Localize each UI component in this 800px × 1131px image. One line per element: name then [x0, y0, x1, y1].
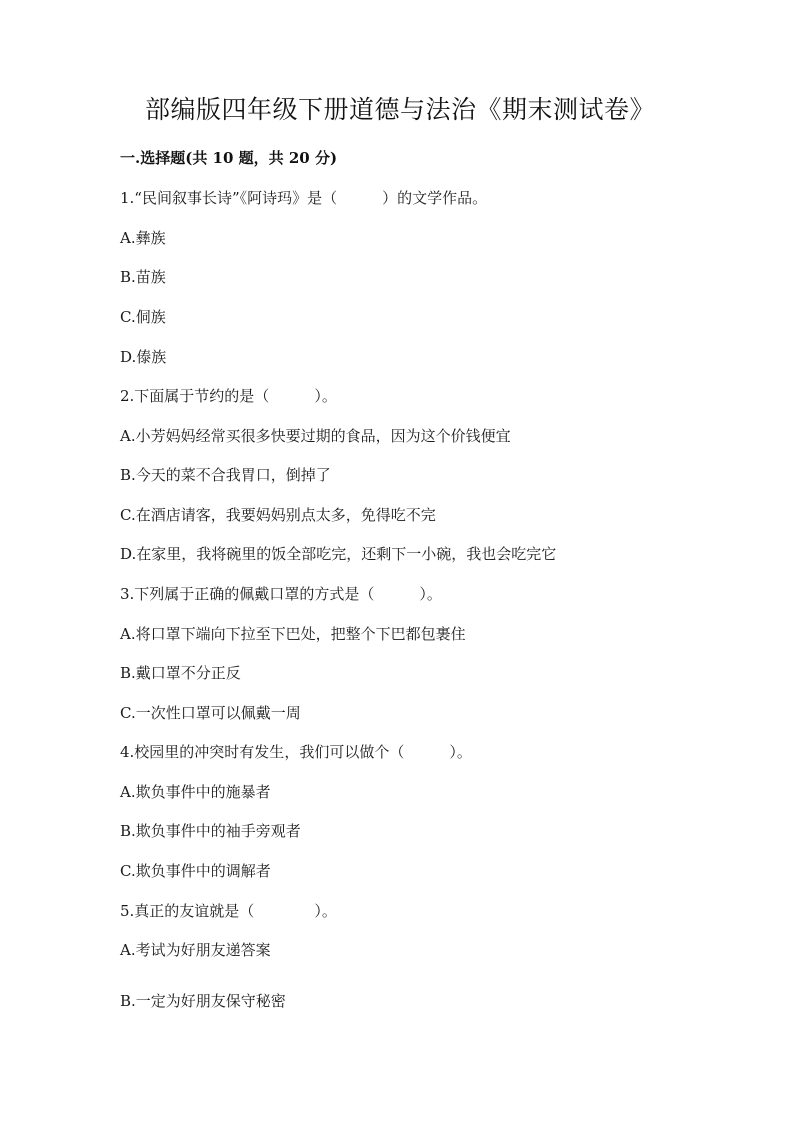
section-heading: 一.选择题(共 10 题，共 20 分) [120, 149, 338, 167]
question-2-option-d: D.在家里，我将碗里的饭全部吃完，还剩下一小碗，我也会吃完它 [120, 545, 557, 563]
question-4-option-b: B.欺负事件中的袖手旁观者 [120, 822, 301, 840]
question-1-option-c: C.侗族 [120, 308, 166, 326]
question-3-option-a: A.将口罩下端向下拉至下巴处，把整个下巴都包裹住 [120, 625, 466, 643]
question-3: 3.下列属于正确的佩戴口罩的方式是（ ）。 [120, 585, 442, 603]
question-1-option-b: B.苗族 [120, 268, 166, 286]
question-5: 5.真正的友谊就是（ ）。 [120, 902, 337, 920]
question-4-option-a: A.欺负事件中的施暴者 [120, 783, 271, 801]
question-5-option-b: B.一定为好朋友保守秘密 [120, 992, 286, 1010]
question-2-option-a: A.小芳妈妈经常买很多快要过期的食品，因为这个价钱便宜 [120, 427, 511, 445]
question-4-option-c: C.欺负事件中的调解者 [120, 862, 271, 880]
question-2: 2.下面属于节约的是（ ）。 [120, 387, 337, 405]
question-1-option-a: A.彝族 [120, 229, 166, 247]
question-3-option-b: B.戴口罩不分正反 [120, 664, 241, 682]
page-title: 部编版四年级下册道德与法治《期末测试卷》 [144, 95, 655, 124]
question-4: 4.校园里的冲突时有发生，我们可以做个（ ）。 [120, 743, 472, 761]
question-5-option-a: A.考试为好朋友递答案 [120, 941, 271, 959]
question-2-option-c: C.在酒店请客，我要妈妈别点太多，免得吃不完 [120, 506, 436, 524]
question-3-option-c: C.一次性口罩可以佩戴一周 [120, 704, 301, 722]
question-2-option-b: B.今天的菜不合我胃口，倒掉了 [120, 466, 331, 484]
question-1-option-d: D.傣族 [120, 348, 167, 366]
question-1: 1.“民间叙事长诗”《阿诗玛》是（ ）的文学作品。 [120, 189, 488, 207]
